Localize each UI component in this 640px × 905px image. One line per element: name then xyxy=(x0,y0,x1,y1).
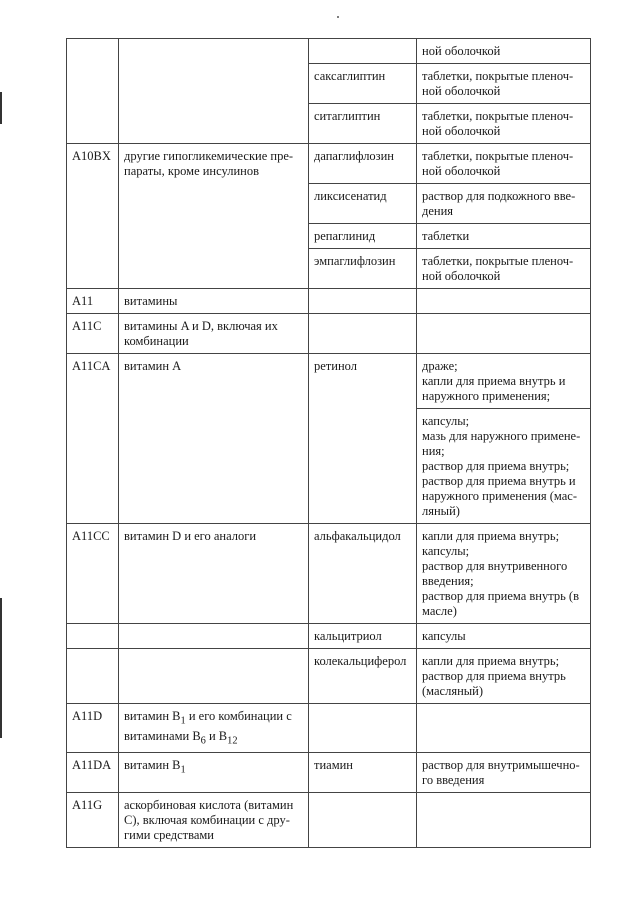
atc-code-cell xyxy=(67,624,119,649)
inn-cell: тиамин xyxy=(309,753,417,793)
form-cell: капли для приема внутрь; раствор для приема внутрь (масляный) xyxy=(417,649,591,704)
atc-code-cell: A11D xyxy=(67,704,119,753)
table-row xyxy=(67,314,591,354)
form-cell: таблетки, покрытые пленоч- ной оболочкой xyxy=(417,144,591,184)
inn-cell: ретинол xyxy=(309,354,417,524)
atc-code-cell xyxy=(67,649,119,704)
inn-cell xyxy=(309,289,417,314)
group-cell: витамины A и D, включая их комбинации xyxy=(119,314,309,354)
inn-cell: кальцитриол xyxy=(309,624,417,649)
inn-cell: дапаглифлозин xyxy=(309,144,417,184)
form-cell xyxy=(417,289,591,314)
group-cell: витамин A xyxy=(119,354,309,524)
group-cell xyxy=(119,39,309,144)
atc-code-cell: A11CA xyxy=(67,354,119,524)
group-cell: аскорбиновая кислота (витамин C), включая комбинации с дру- гими средствами xyxy=(119,793,309,848)
atc-code-cell: A11CC xyxy=(67,524,119,624)
group-cell xyxy=(119,649,309,704)
table-row xyxy=(67,289,591,314)
margin-mark-bottom xyxy=(0,598,2,738)
inn-cell: колекальциферол xyxy=(309,649,417,704)
table-row xyxy=(67,793,591,848)
group-text: и B xyxy=(205,728,228,743)
form-cell xyxy=(417,314,591,354)
table-row xyxy=(67,39,591,64)
subscript: 1 xyxy=(180,764,186,776)
form-cell: раствор для подкожного вве- дения xyxy=(417,184,591,224)
form-cell: ной оболочкой xyxy=(417,39,591,64)
inn-cell xyxy=(309,314,417,354)
inn-cell: альфакальцидол xyxy=(309,524,417,624)
group-cell: витамин D и его аналоги xyxy=(119,524,309,624)
atc-code-cell: A11G xyxy=(67,793,119,848)
inn-cell xyxy=(309,793,417,848)
form-cell xyxy=(417,704,591,753)
table-row xyxy=(67,354,591,409)
inn-cell: ликсисенатид xyxy=(309,184,417,224)
table-row xyxy=(67,753,591,793)
group-cell: другие гипогликемические пре- параты, кроме инсулинов xyxy=(119,144,309,289)
scan-speck xyxy=(337,16,339,18)
atc-code-cell: A11C xyxy=(67,314,119,354)
group-cell: витамины xyxy=(119,289,309,314)
subscript: 6 xyxy=(200,735,206,746)
form-cell: капли для приема внутрь; капсулы; раствор для внутривенного введения; раствор для приема внутрь (в масле) xyxy=(417,524,591,624)
atc-code-cell: A11 xyxy=(67,289,119,314)
medicines-table xyxy=(66,38,591,848)
group-cell xyxy=(119,704,309,753)
inn-cell: эмпаглифлозин xyxy=(309,249,417,289)
margin-mark-top xyxy=(0,92,2,124)
form-cell xyxy=(417,793,591,848)
inn-cell xyxy=(309,39,417,64)
atc-code-cell: A10BX xyxy=(67,144,119,289)
subscript: 12 xyxy=(227,735,238,746)
group-cell xyxy=(119,753,309,793)
group-text: и его комбинации с витаминами B xyxy=(124,709,292,743)
atc-code-cell xyxy=(67,39,119,144)
inn-cell: саксаглиптин xyxy=(309,64,417,104)
table-row xyxy=(67,704,591,753)
table-row xyxy=(67,624,591,649)
atc-code-cell: A11DA xyxy=(67,753,119,793)
group-text: витамин B xyxy=(124,709,181,723)
inn-cell: ситаглиптин xyxy=(309,104,417,144)
group-cell xyxy=(119,624,309,649)
form-cell: таблетки, покрытые пленоч- ной оболочкой xyxy=(417,64,591,104)
form-cell: капсулы xyxy=(417,624,591,649)
form-cell: драже; капли для приема внутрь и наружного применения; xyxy=(417,354,591,409)
inn-cell: репаглинид xyxy=(309,224,417,249)
form-cell: капсулы; мазь для наружного примене- ния; раствор для приема внутрь; раствор для приема внутрь и наружного применения (мас- ляный) xyxy=(417,409,591,524)
subscript: 1 xyxy=(180,715,186,727)
form-cell: таблетки xyxy=(417,224,591,249)
inn-cell xyxy=(309,704,417,753)
group-text: витамин B xyxy=(124,758,181,772)
form-cell: таблетки, покрытые пленоч- ной оболочкой xyxy=(417,249,591,289)
table-row xyxy=(67,144,591,184)
form-cell: таблетки, покрытые пленоч- ной оболочкой xyxy=(417,104,591,144)
table-row xyxy=(67,649,591,704)
table-row xyxy=(67,524,591,624)
form-cell: раствор для внутримышечно- го введения xyxy=(417,753,591,793)
